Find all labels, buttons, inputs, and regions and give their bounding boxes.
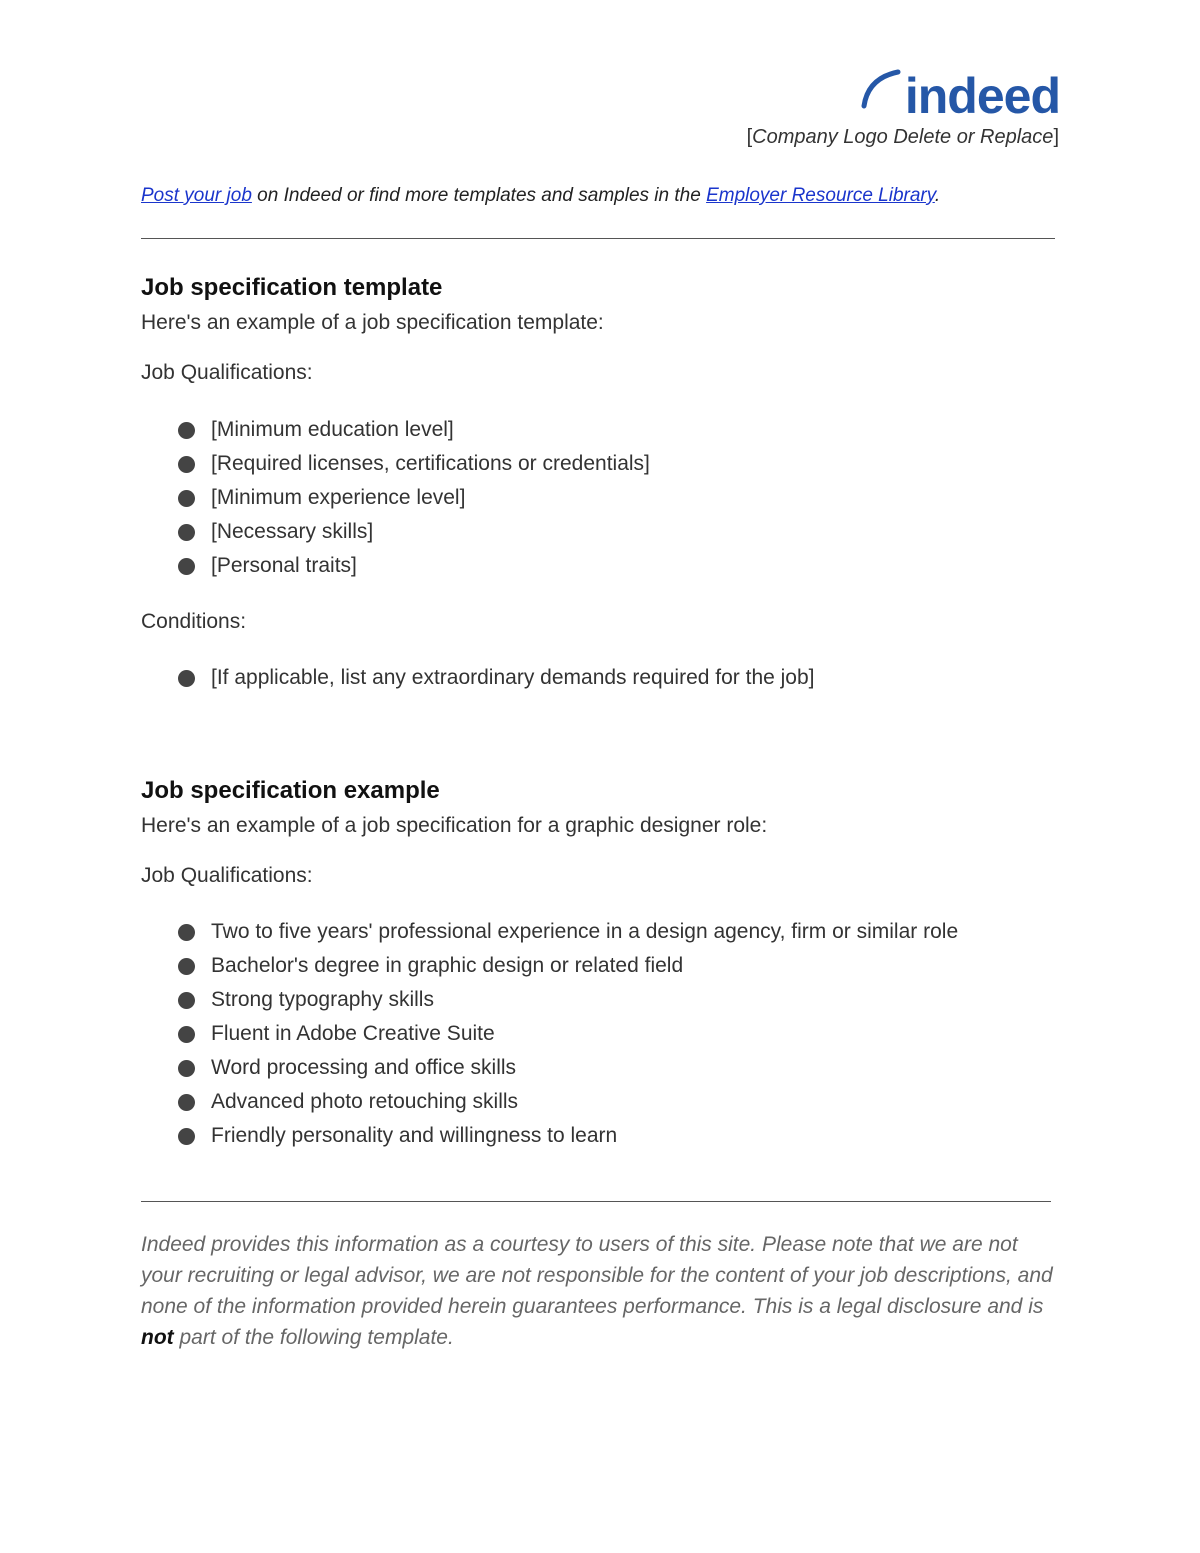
company-logo [860, 66, 1060, 126]
list-item: Advanced photo retouching skills [141, 1085, 958, 1119]
bullet-icon [178, 1060, 195, 1077]
list-item: [Minimum experience level] [141, 481, 650, 515]
logo-caption: [Company Logo Delete or Replace] [746, 126, 1059, 148]
list-item: [Necessary skills] [141, 515, 650, 549]
conditions-list [141, 661, 815, 695]
bullet-icon [178, 456, 195, 473]
list-item: Strong typography skills [141, 983, 958, 1017]
bullet-icon [178, 992, 195, 1009]
list-item: [Personal traits] [141, 549, 650, 583]
conditions-label: Conditions: [141, 610, 247, 633]
employer-resource-library-link[interactable]: Employer Resource Library [706, 185, 935, 206]
intro-line: Post your job on Indeed or find more templates and samples in the Employer Resource Library. [141, 185, 941, 206]
list-item: Word processing and office skills [141, 1051, 958, 1085]
indeed-logo-text: indeed [904, 68, 1060, 124]
divider-top [141, 238, 1055, 239]
bullet-icon [178, 1026, 195, 1043]
post-your-job-link[interactable]: Post your job [141, 185, 252, 206]
example-intro: Here's an example of a job specification for a graphic designer role: [141, 814, 768, 837]
example-heading: Job specification example [141, 777, 440, 804]
template-qualifications-list [141, 413, 650, 583]
bullet-icon [178, 670, 195, 687]
template-qualifications-label: Job Qualifications: [141, 361, 313, 384]
list-item: Fluent in Adobe Creative Suite [141, 1017, 958, 1051]
list-item: [Minimum education level] [141, 413, 650, 447]
list-item: Two to five years' professional experience in a design agency, firm or similar role [141, 915, 958, 949]
template-intro: Here's an example of a job specification template: [141, 311, 604, 334]
bullet-icon [178, 924, 195, 941]
bullet-icon [178, 1128, 195, 1145]
disclaimer-emphasis: not [141, 1326, 174, 1349]
bullet-icon [178, 958, 195, 975]
list-item: [If applicable, list any extraordinary demands required for the job] [141, 661, 815, 695]
example-qualifications-label: Job Qualifications: [141, 864, 313, 887]
bullet-icon [178, 524, 195, 541]
example-qualifications-list [141, 915, 958, 1153]
divider-bottom [141, 1201, 1051, 1202]
bullet-icon [178, 1094, 195, 1111]
list-item: Bachelor's degree in graphic design or related field [141, 949, 958, 983]
bullet-icon [178, 490, 195, 507]
template-heading: Job specification template [141, 274, 443, 301]
bullet-icon [178, 558, 195, 575]
legal-disclaimer: Indeed provides this information as a courtesy to users of this site. Please note that we are not your recruiting or legal advisor, we are not responsible for the content of your job descriptions, and none of the information provided herein guarantees performance. This is a legal disclosure and is not part of the following template. [141, 1233, 1053, 1349]
list-item: [Required licenses, certifications or credentials] [141, 447, 650, 481]
bullet-icon [178, 422, 195, 439]
list-item: Friendly personality and willingness to learn [141, 1119, 958, 1153]
